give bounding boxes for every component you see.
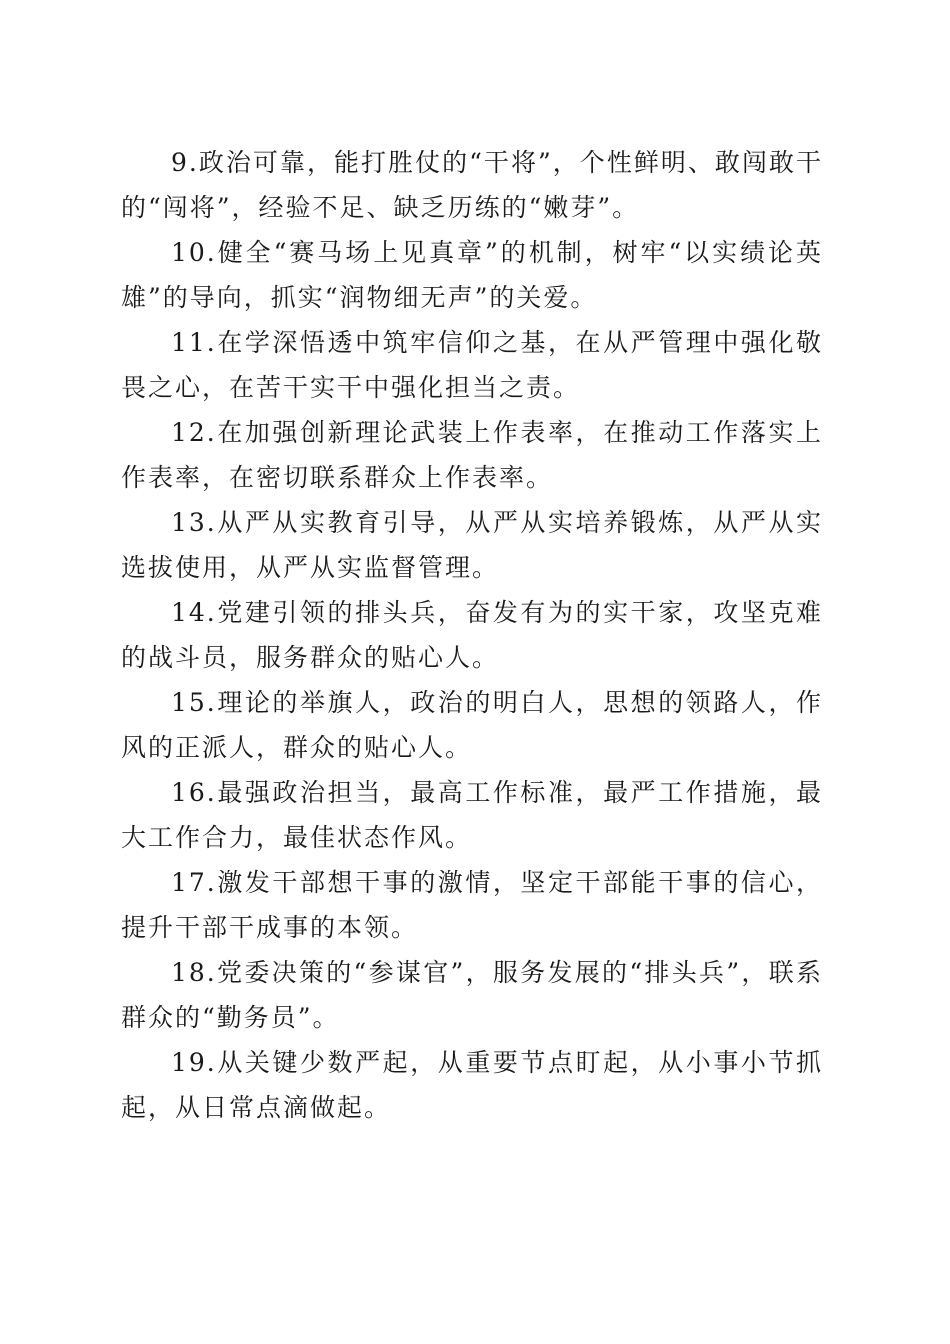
- list-item: 9.政治可靠，能打胜仗的“干将”，个性鲜明、敢闯敢干的“闯将”，经验不足、缺乏历练的“嫩芽”。: [121, 148, 823, 222]
- list-item: 13.从严从实教育引导，从严从实培养锻炼，从严从实选拔使用，从严从实监督管理。: [121, 508, 823, 582]
- document-body: [121, 140, 823, 1130]
- list-item: 10.健全“赛马场上见真章”的机制，树牢“以实绩论英雄”的导向，抓实“润物细无声”的关爱。: [121, 238, 823, 312]
- list-item: 14.党建引领的排头兵，奋发有为的实干家，攻坚克难的战斗员，服务群众的贴心人。: [121, 598, 823, 672]
- list-item: 18.党委决策的“参谋官”，服务发展的“排头兵”，联系群众的“勤务员”。: [121, 958, 823, 1032]
- list-item: 11.在学深悟透中筑牢信仰之基，在从严管理中强化敬畏之心，在苦干实干中强化担当之责。: [121, 328, 823, 402]
- list-item: 15.理论的举旗人，政治的明白人，思想的领路人，作风的正派人，群众的贴心人。: [121, 688, 823, 762]
- list-item: 19.从关键少数严起，从重要节点盯起，从小事小节抓起，从日常点滴做起。: [121, 1048, 823, 1122]
- list-item: 17.激发干部想干事的激情，坚定干部能干事的信心，提升干部干成事的本领。: [121, 868, 823, 942]
- list-item: 16.最强政治担当，最高工作标准，最严工作措施，最大工作合力，最佳状态作风。: [121, 778, 823, 852]
- list-item: 12.在加强创新理论武装上作表率，在推动工作落实上作表率，在密切联系群众上作表率。: [121, 418, 823, 492]
